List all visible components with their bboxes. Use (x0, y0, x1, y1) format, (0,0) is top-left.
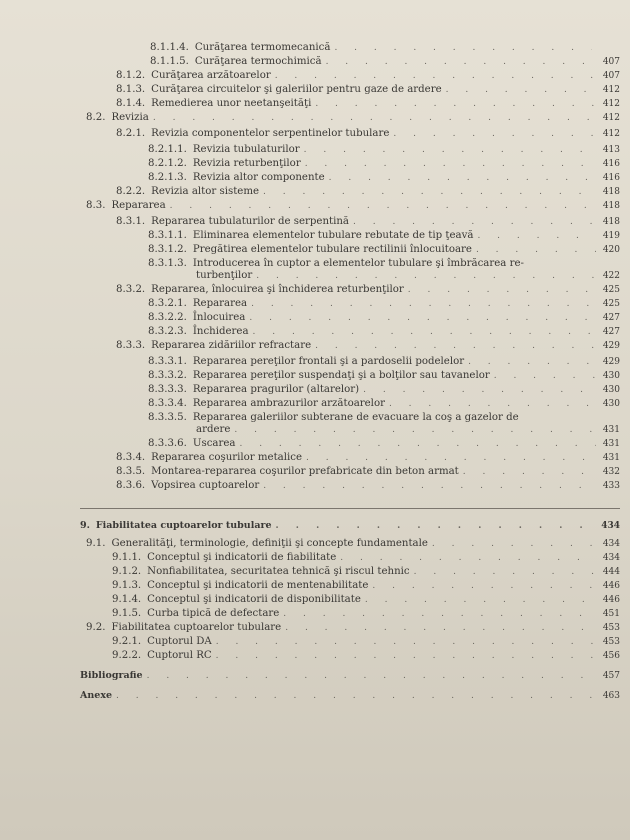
toc-page: 430 (602, 371, 620, 381)
toc-leader (315, 99, 596, 110)
toc-page: 431 (602, 425, 620, 435)
toc-number: 8.3.1.3. (148, 258, 187, 269)
toc-leader (304, 145, 596, 156)
toc-title: Fiabilitatea cuptoarelor tubulare (95, 520, 272, 531)
toc-number: 8.3.2.3. (148, 326, 187, 337)
toc-number: 8.3.6. (116, 480, 146, 491)
toc-page: 416 (602, 173, 620, 183)
toc-leader (216, 651, 596, 662)
toc-page: 446 (602, 595, 620, 605)
toc-number: 8.3.1.1. (148, 230, 187, 241)
toc-entry (86, 538, 620, 550)
toc-entry (116, 480, 620, 492)
toc-page: 433 (602, 481, 620, 491)
toc-title: Închiderea (192, 326, 249, 337)
toc-title: Curăţarea termomecanică (194, 42, 331, 53)
toc-annexes (80, 690, 620, 702)
toc-leader (393, 129, 596, 140)
toc-entry (116, 216, 620, 228)
toc-number: 8.2.1. (116, 128, 146, 139)
toc-page: 412 (602, 113, 620, 123)
toc-leader (326, 57, 596, 68)
toc-number: 9.1.4. (112, 594, 142, 605)
toc-entry (148, 312, 620, 324)
toc-title: Revizia altor sisteme (151, 186, 260, 197)
toc-page: 407 (602, 57, 620, 67)
toc-number: 9.1.5. (112, 608, 142, 619)
toc-title: Fiabilitatea cuptoarelor tubulare (111, 622, 282, 633)
toc-page: 451 (602, 609, 620, 619)
toc-number: 8.3.2. (116, 284, 146, 295)
toc-leader (365, 595, 596, 606)
toc-entry (150, 56, 620, 68)
toc-title: Conceptul şi indicatorii de mentenabilitate (147, 580, 369, 591)
toc-leader (432, 539, 596, 550)
toc-leader (463, 467, 596, 478)
toc-entry (148, 230, 620, 242)
toc-number: 8.1.1.4. (150, 42, 189, 53)
toc-number: 8.3.4. (116, 452, 146, 463)
toc-entry (148, 244, 620, 256)
toc-leader (276, 521, 596, 532)
toc-leader (414, 567, 596, 578)
toc-title: Revizia (111, 112, 149, 123)
toc-entry (112, 594, 620, 606)
toc-leader (476, 245, 596, 256)
toc-page: 412 (602, 85, 620, 95)
toc-number: 8.3. (86, 200, 106, 211)
toc-leader (305, 159, 596, 170)
toc-leader (363, 385, 596, 396)
toc-entry (112, 636, 620, 648)
toc-page: 456 (602, 651, 620, 661)
toc-entry (116, 84, 620, 96)
toc-entry (116, 186, 620, 198)
toc-number: 9.1.1. (112, 552, 142, 563)
toc-title: Vopsirea cuptoarelor (151, 480, 260, 491)
toc-page: 457 (602, 671, 620, 681)
toc-page: 407 (602, 71, 620, 81)
toc-title: Nonfiabilitatea, securitatea tehnică şi riscul tehnic (147, 566, 410, 577)
section-divider (80, 508, 620, 509)
toc-page: 444 (602, 567, 620, 577)
toc-title: Curăţarea circuitelor şi galeriilor pentru gaze de ardere (151, 84, 442, 95)
toc-leader (389, 399, 596, 410)
toc-entry (148, 438, 620, 450)
toc-title: Repararea pragurilor (altarelor) (192, 384, 360, 395)
toc-entry (148, 298, 620, 310)
toc-leader (334, 43, 592, 54)
toc-entry (112, 552, 620, 564)
toc-page: 412 (602, 129, 620, 139)
toc-number: 9.1.3. (112, 580, 142, 591)
toc-title: Conceptul şi indicatorii de disponibilitate (147, 594, 361, 605)
toc-number: 8.1.2. (116, 70, 146, 81)
toc-number: 9.2.1. (112, 636, 142, 647)
toc-page: 419 (602, 231, 620, 241)
toc-entry (148, 370, 620, 382)
toc-leader (147, 671, 596, 682)
toc-title: Revizia componentelor serpentinelor tubulare (151, 128, 390, 139)
toc-number: 8.1.1.5. (150, 56, 189, 67)
toc-leader (285, 623, 596, 634)
toc-entry (112, 608, 620, 620)
toc-page: 422 (602, 271, 620, 281)
toc-page: 429 (602, 341, 620, 351)
toc-leader (306, 453, 596, 464)
toc-number: 9.2.2. (112, 650, 142, 661)
toc-number: 9.1. (86, 538, 106, 549)
toc-title: Curăţarea termochimică (194, 56, 322, 67)
toc-page: 434 (602, 553, 620, 563)
toc-number: 8.3.3.5. (148, 412, 187, 423)
toc-entry (148, 326, 620, 338)
toc-entry (86, 112, 620, 124)
toc-entry (116, 452, 620, 464)
toc-page: 453 (602, 623, 620, 633)
toc-page: 427 (602, 313, 620, 323)
toc-page: 430 (602, 385, 620, 395)
toc-number: 8.2. (86, 112, 106, 123)
toc-title: Repararea, înlocuirea şi închiderea returbenţilor (151, 284, 404, 295)
toc-page: 418 (602, 201, 620, 211)
toc-title: Curăţarea arzătoarelor (151, 70, 271, 81)
toc-entry-continuation (196, 424, 620, 436)
toc-leader (353, 217, 596, 228)
toc-number: 8.3.3.2. (148, 370, 187, 381)
toc-page: 425 (602, 285, 620, 295)
toc-number: 8.3.2.2. (148, 312, 187, 323)
toc-title: Cuptorul RC (147, 650, 212, 661)
toc-number: 8.3.3.6. (148, 438, 187, 449)
toc-entry (112, 566, 620, 578)
toc-leader (263, 187, 596, 198)
toc-title: Revizia altor componente (192, 172, 325, 183)
toc-chapter (80, 520, 620, 532)
toc-number: 8.3.3. (116, 340, 146, 351)
toc-title: Repararea zidăriilor refractare (151, 340, 312, 351)
toc-entry (112, 650, 620, 662)
toc-number: 8.2.1.1. (148, 144, 187, 155)
toc-entry (148, 384, 620, 396)
toc-leader (239, 439, 596, 450)
toc-number: 8.1.3. (116, 84, 146, 95)
toc-entry (148, 258, 620, 269)
toc-entry (116, 340, 620, 352)
toc-title: Revizia tubulaturilor (192, 144, 300, 155)
toc-title: Repararea ambrazurilor arzătoarelor (192, 398, 385, 409)
toc-leader (253, 327, 596, 338)
toc-number: 9.1.2. (112, 566, 142, 577)
toc-page: 427 (602, 327, 620, 337)
toc-entry (116, 70, 620, 82)
toc-title: Revizia returbenţilor (192, 158, 301, 169)
toc-page: 434 (601, 521, 620, 531)
toc-leader (263, 481, 596, 492)
toc-page: 432 (602, 467, 620, 477)
toc-entry-continuation (196, 270, 620, 282)
toc-number: 8.3.3.4. (148, 398, 187, 409)
toc-bibliography (80, 670, 620, 682)
toc-leader (494, 371, 596, 382)
toc-leader (153, 113, 596, 124)
toc-leader (372, 581, 596, 592)
toc-number: 8.3.5. (116, 466, 146, 477)
toc-title: Introducerea în cuptor a elementelor tubulare şi îmbrăcarea re- (192, 258, 524, 269)
toc-page: 420 (602, 245, 620, 255)
toc-entry (116, 128, 620, 140)
toc-number: 8.3.3.3. (148, 384, 187, 395)
toc-entry (86, 200, 620, 212)
toc-title: Repararea galeriilor subterane de evacuare la coş a gazelor de (192, 412, 519, 423)
toc-leader (477, 231, 596, 242)
toc-title: Conceptul şi indicatorii de fiabilitate (147, 552, 337, 563)
toc-entry (148, 144, 620, 156)
toc-page: 431 (602, 439, 620, 449)
toc-leader (216, 637, 596, 648)
toc-number: 9. (80, 520, 90, 531)
toc-title: Anexe (80, 690, 113, 701)
toc-leader (408, 285, 596, 296)
toc-number: 8.3.1.2. (148, 244, 187, 255)
toc-leader (446, 85, 596, 96)
toc-page: 413 (602, 145, 620, 155)
toc-page: 434 (602, 539, 620, 549)
toc-leader (249, 313, 596, 324)
toc-title: ardere (196, 424, 231, 435)
toc-entry (148, 398, 620, 410)
toc-title: Curba tipică de defectare (147, 608, 280, 619)
toc-leader (468, 357, 596, 368)
toc-page: 431 (602, 453, 620, 463)
toc-page: 416 (602, 159, 620, 169)
toc-entry (150, 42, 616, 54)
toc-leader (275, 71, 596, 82)
toc-leader (170, 201, 596, 212)
toc-title: Montarea-repararea coşurilor prefabricate din beton armat (151, 466, 459, 477)
toc-entry (112, 580, 620, 592)
toc-title: Repararea tubulaturilor de serpentină (151, 216, 349, 227)
toc-page: 430 (602, 399, 620, 409)
toc-leader (234, 425, 596, 436)
toc-title: Pregătirea elementelor tubulare rectilinii înlocuitoare (192, 244, 472, 255)
toc-title: Repararea pereţilor frontali şi a pardoselii podelelor (192, 356, 465, 367)
toc-title: Eliminarea elementelor tubulare rebutate de tip ţeavă (192, 230, 474, 241)
toc-entry (86, 622, 620, 634)
toc-entry (148, 412, 620, 423)
toc-title: Bibliografie (80, 670, 143, 681)
toc-number: 8.2.2. (116, 186, 146, 197)
toc-title: Remedierea unor neetanşeităţi (151, 98, 312, 109)
toc-entry (116, 466, 620, 478)
toc-title: Înlocuirea (192, 312, 246, 323)
toc-leader (315, 341, 596, 352)
toc-leader (256, 271, 596, 282)
toc-page: 418 (602, 187, 620, 197)
toc-title: Repararea (111, 200, 166, 211)
toc-number: 8.3.3.1. (148, 356, 187, 367)
toc-page: 412 (602, 99, 620, 109)
toc-title: Uscarea (192, 438, 236, 449)
toc-number: 8.1.4. (116, 98, 146, 109)
toc-title: Repararea pereţilor suspendaţi şi a bolţilor sau tavanelor (192, 370, 490, 381)
toc-title: Cuptorul DA (147, 636, 212, 647)
toc-entry (148, 172, 620, 184)
toc-page: 453 (602, 637, 620, 647)
toc-page: 463 (602, 691, 620, 701)
toc-entry (116, 284, 620, 296)
toc-leader (251, 299, 596, 310)
toc-number: 8.3.2.1. (148, 298, 187, 309)
toc-entry (116, 98, 620, 110)
toc-leader (116, 691, 596, 702)
toc-page: 446 (602, 581, 620, 591)
toc-page: 429 (602, 357, 620, 367)
toc-number: 9.2. (86, 622, 106, 633)
toc-title: Generalităţi, terminologie, definiţii şi concepte fundamentale (111, 538, 428, 549)
toc-title: Repararea (192, 298, 248, 309)
toc-leader (340, 553, 596, 564)
toc-leader (283, 609, 596, 620)
toc-page: 425 (602, 299, 620, 309)
toc-title: turbenţilor (196, 270, 253, 281)
toc-entry (148, 158, 620, 170)
toc-number: 8.2.1.3. (148, 172, 187, 183)
toc-leader (329, 173, 596, 184)
toc-number: 8.3.1. (116, 216, 146, 227)
toc-page: 418 (602, 217, 620, 227)
toc-title: Repararea coşurilor metalice (151, 452, 302, 463)
toc-number: 8.2.1.2. (148, 158, 187, 169)
toc-entry (148, 356, 620, 368)
